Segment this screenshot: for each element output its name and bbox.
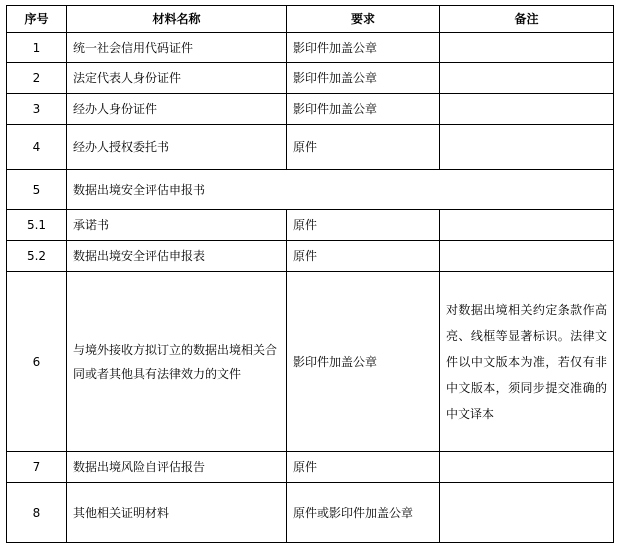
row-no: 8 — [7, 483, 67, 543]
row-name: 经办人身份证件 — [67, 94, 287, 125]
row-no: 5.1 — [7, 210, 67, 241]
row-name: 数据出境安全评估申报书 — [67, 170, 614, 210]
table-row — [7, 452, 614, 483]
row-name: 数据出境安全评估申报表 — [67, 241, 287, 272]
row-requirement: 原件 — [287, 125, 440, 170]
row-note — [440, 483, 614, 543]
row-name: 统一社会信用代码证件 — [67, 33, 287, 63]
row-note — [440, 63, 614, 94]
row-note — [440, 125, 614, 170]
row-requirement: 影印件加盖公章 — [287, 33, 440, 63]
table-row — [7, 94, 614, 125]
table-row — [7, 63, 614, 94]
row-requirement: 原件 — [287, 210, 440, 241]
row-requirement: 原件 — [287, 241, 440, 272]
header-no: 序号 — [7, 6, 67, 33]
row-name: 经办人授权委托书 — [67, 125, 287, 170]
row-note — [440, 210, 614, 241]
header-name: 材料名称 — [67, 6, 287, 33]
row-requirement: 影印件加盖公章 — [287, 94, 440, 125]
row-requirement: 影印件加盖公章 — [287, 272, 440, 452]
row-note: 对数据出境相关约定条款作高亮、线框等显著标识。法律文件以中文版本为准，若仅有非中文版本，须同步提交准确的中文译本 — [440, 272, 614, 452]
materials-table — [6, 5, 614, 543]
row-no: 6 — [7, 272, 67, 452]
row-name: 数据出境风险自评估报告 — [67, 452, 287, 483]
row-no: 5 — [7, 170, 67, 210]
table-row — [7, 272, 614, 452]
row-no: 1 — [7, 33, 67, 63]
table-row — [7, 33, 614, 63]
table-row — [7, 210, 614, 241]
header-note: 备注 — [440, 6, 614, 33]
row-no: 5.2 — [7, 241, 67, 272]
row-no: 7 — [7, 452, 67, 483]
row-note — [440, 33, 614, 63]
row-note — [440, 241, 614, 272]
row-name: 与境外接收方拟订立的数据出境相关合同或者其他具有法律效力的文件 — [67, 272, 287, 452]
row-requirement: 影印件加盖公章 — [287, 63, 440, 94]
header-requirement: 要求 — [287, 6, 440, 33]
row-note — [440, 452, 614, 483]
row-name: 承诺书 — [67, 210, 287, 241]
table-row — [7, 170, 614, 210]
row-no: 3 — [7, 94, 67, 125]
row-requirement: 原件或影印件加盖公章 — [287, 483, 440, 543]
row-name: 其他相关证明材料 — [67, 483, 287, 543]
row-requirement: 原件 — [287, 452, 440, 483]
row-no: 2 — [7, 63, 67, 94]
table-row — [7, 125, 614, 170]
table-row — [7, 241, 614, 272]
table-header-row — [7, 6, 614, 33]
row-name: 法定代表人身份证件 — [67, 63, 287, 94]
row-note — [440, 94, 614, 125]
table-row — [7, 483, 614, 543]
row-no: 4 — [7, 125, 67, 170]
